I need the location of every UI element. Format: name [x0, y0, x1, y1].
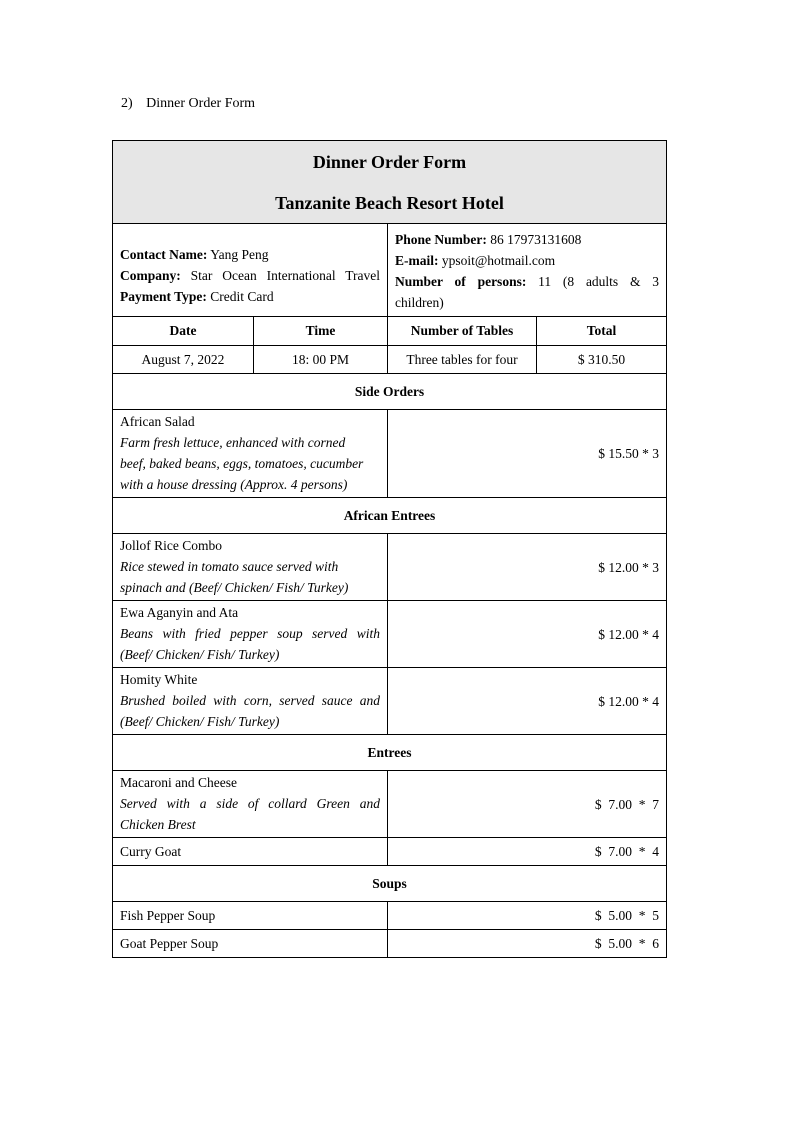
- menu-item: [113, 410, 388, 498]
- column-header-time: Time: [254, 317, 388, 346]
- order-tables: Three tables for four: [388, 346, 537, 374]
- menu-item-row: [113, 668, 667, 735]
- payment-type-label: Payment Type:: [120, 288, 207, 304]
- dinner-order-form: [112, 140, 667, 958]
- item-desc-line: Brushed boiled with corn, served sauce and: [120, 693, 380, 708]
- phone-label: Phone Number:: [395, 231, 487, 247]
- item-price: $ 12.00 * 4: [388, 601, 667, 668]
- menu-item-row: [113, 771, 667, 838]
- menu-item-row: [113, 930, 667, 958]
- item-price: $ 12.00 * 4: [388, 668, 667, 735]
- email-label: E-mail:: [395, 252, 439, 268]
- item-desc-line: spinach and (Beef/ Chicken/ Fish/ Turkey): [120, 580, 349, 595]
- heading-text: Dinner Order Form: [146, 96, 256, 111]
- item-desc-line: Rice stewed in tomato sauce served with: [120, 559, 339, 574]
- order-date: August 7, 2022: [113, 346, 254, 374]
- section-title: Side Orders: [113, 374, 667, 410]
- item-desc-line: beef, baked beans, eggs, tomatoes, cucumber: [120, 456, 364, 471]
- hotel-name: Tanzanite Beach Resort Hotel: [275, 193, 504, 213]
- phone-number: 86 17973131608: [490, 231, 582, 247]
- section-title: Soups: [113, 866, 667, 902]
- payment-type: Credit Card: [210, 288, 274, 304]
- item-name: Fish Pepper Soup: [113, 902, 388, 930]
- item-name: Goat Pepper Soup: [113, 930, 388, 958]
- persons-count-cont: children): [395, 294, 444, 310]
- item-name: Jollof Rice Combo: [120, 538, 222, 553]
- column-header-total: Total: [537, 317, 667, 346]
- menu-item: [113, 601, 388, 668]
- contact-name: Yang Peng: [210, 246, 269, 262]
- item-price: $ 5.00 * 6: [388, 930, 667, 958]
- item-desc-line: Beans with fried pepper soup served with: [120, 626, 380, 641]
- item-name: Macaroni and Cheese: [120, 775, 237, 790]
- order-total: $ 310.50: [537, 346, 667, 374]
- item-name: Homity White: [120, 672, 198, 687]
- column-header-tables: Number of Tables: [388, 317, 537, 346]
- item-desc-line: Chicken Brest: [120, 817, 196, 832]
- document-heading: [121, 96, 255, 112]
- item-desc-line: Farm fresh lettuce, enhanced with corned: [120, 435, 346, 450]
- item-desc-line: (Beef/ Chicken/ Fish/ Turkey): [120, 714, 280, 729]
- menu-item-row: [113, 902, 667, 930]
- contact-info: [113, 224, 388, 317]
- email: ypsoit@hotmail.com: [441, 252, 556, 268]
- item-price: $ 15.50 * 3: [388, 410, 667, 498]
- menu-item: [113, 771, 388, 838]
- contact-details: [388, 224, 667, 317]
- menu-item-row: [113, 534, 667, 601]
- order-time: 18: 00 PM: [254, 346, 388, 374]
- menu-item: [113, 668, 388, 735]
- section-title: Entrees: [113, 735, 667, 771]
- persons-count: 11 (8 adults & 3: [538, 273, 660, 289]
- item-name: Ewa Aganyin and Ata: [120, 605, 239, 620]
- item-price: $ 5.00 * 5: [388, 902, 667, 930]
- item-name: African Salad: [120, 414, 195, 429]
- menu-item: [113, 534, 388, 601]
- item-name: Curry Goat: [113, 838, 388, 866]
- heading-number: 2): [121, 96, 133, 111]
- company: Star Ocean International Travel: [190, 267, 381, 283]
- company-label: Company:: [120, 267, 181, 283]
- persons-label: Number of persons:: [395, 273, 527, 289]
- form-title-block: [113, 141, 667, 224]
- form-title: Dinner Order Form: [312, 152, 467, 172]
- item-price: $ 12.00 * 3: [388, 534, 667, 601]
- item-price: $ 7.00 * 4: [388, 838, 667, 866]
- menu-item-row: [113, 410, 667, 498]
- section-title: African Entrees: [113, 498, 667, 534]
- menu-item-row: [113, 838, 667, 866]
- item-desc-line: with a house dressing (Approx. 4 persons): [120, 477, 348, 492]
- menu-item-row: [113, 601, 667, 668]
- item-desc-line: Served with a side of collard Green and: [120, 796, 380, 811]
- column-header-date: Date: [113, 317, 254, 346]
- contact-name-label: Contact Name:: [120, 246, 208, 262]
- item-price: $ 7.00 * 7: [388, 771, 667, 838]
- item-desc-line: (Beef/ Chicken/ Fish/ Turkey): [120, 647, 280, 662]
